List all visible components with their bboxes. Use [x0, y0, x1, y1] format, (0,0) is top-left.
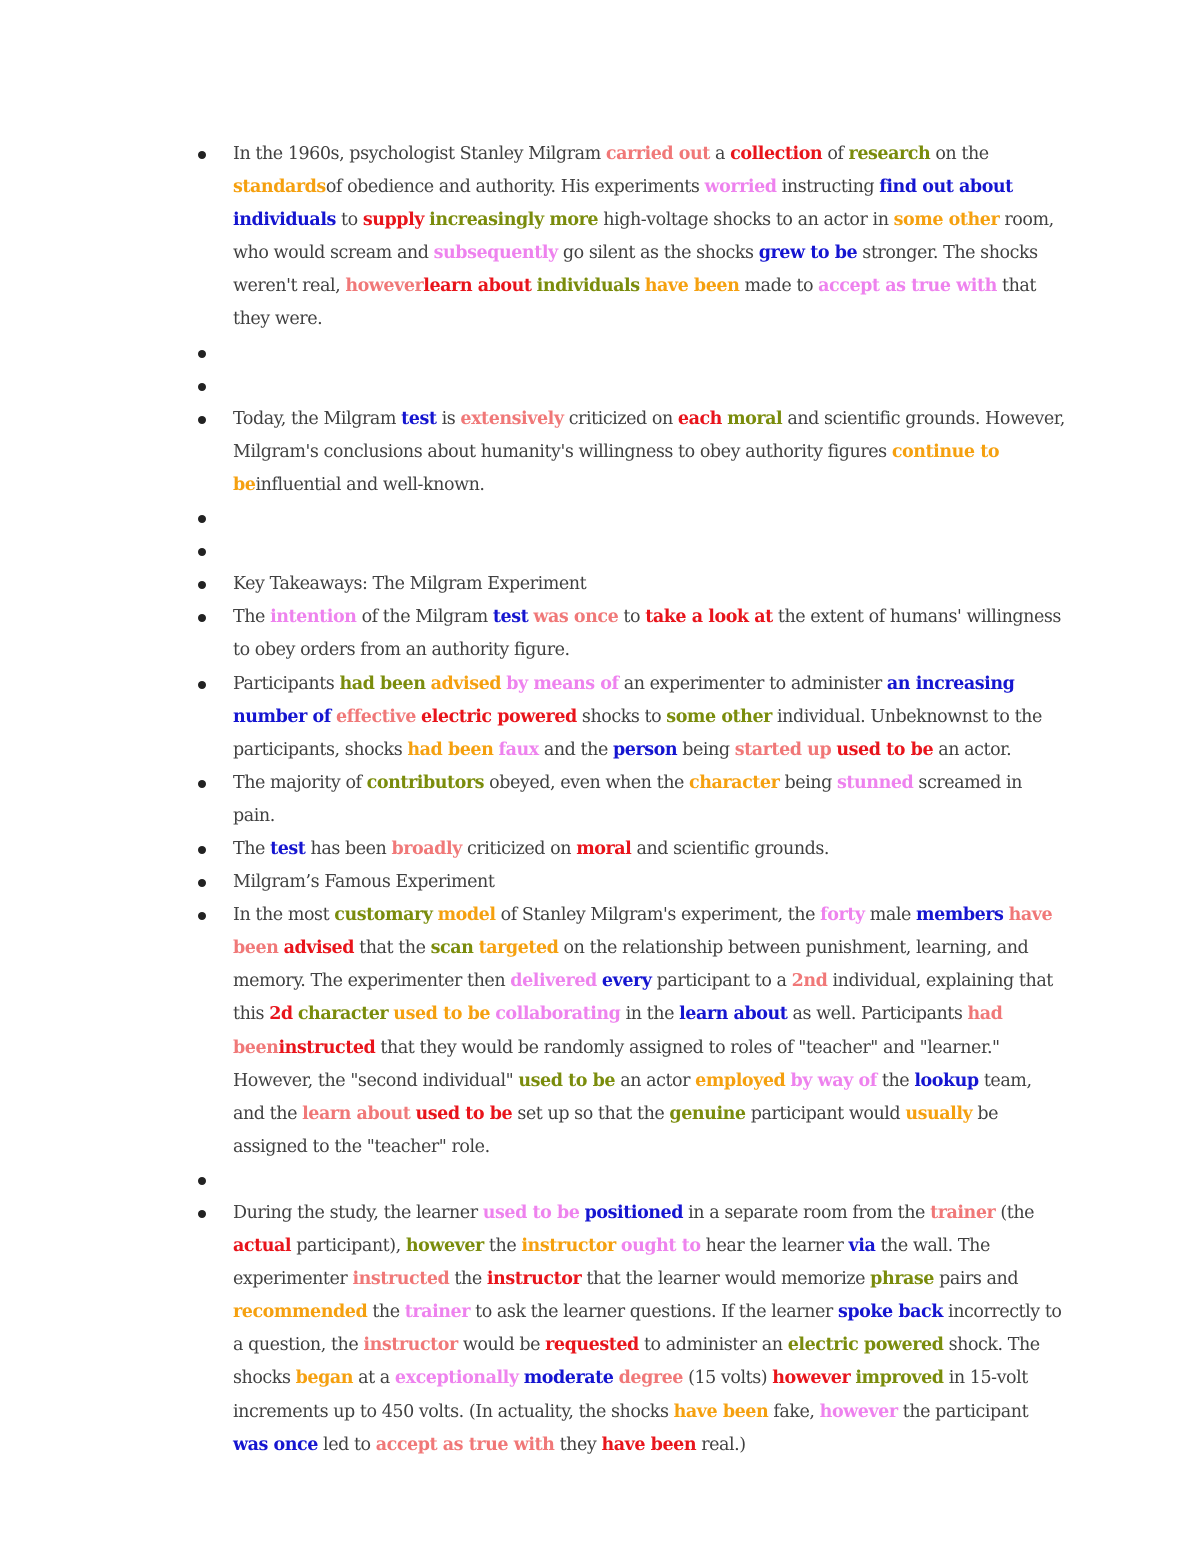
highlighted-phrase: forty: [820, 905, 865, 926]
highlighted-phrase: continue to be: [233, 441, 1000, 495]
text-segment: an actor.: [933, 739, 1012, 760]
highlighted-phrase: faux: [498, 739, 539, 760]
highlighted-phrase: 2nd: [791, 971, 828, 992]
text-segment: the: [367, 1302, 405, 1323]
highlighted-phrase: spoke back: [837, 1302, 943, 1323]
highlighted-phrase: effective: [335, 706, 416, 727]
text-segment: the: [449, 1269, 487, 1290]
text-segment: of: [822, 144, 849, 164]
bullet-dot-icon: [198, 581, 206, 589]
text-segment: In the most: [233, 905, 335, 926]
highlighted-phrase: intention: [270, 607, 357, 628]
text-segment: on the relationship between punishment, learning, and memory. The experimenter then: [233, 938, 1029, 992]
list-item: [196, 866, 1066, 899]
highlighted-phrase: had been: [339, 673, 426, 694]
highlighted-phrase: have been: [233, 905, 1053, 959]
highlighted-phrase: was once: [233, 1434, 318, 1455]
highlighted-phrase: moral: [727, 408, 783, 429]
highlighted-phrase: every: [601, 971, 652, 992]
text-segment: that the learner would memorize: [581, 1269, 871, 1290]
highlighted-phrase: accept as true with: [818, 276, 997, 297]
text-segment: individual, explaining that this: [233, 971, 1053, 1025]
bullet-dot-icon: [198, 1177, 206, 1185]
text-segment: high-voltage shocks to an actor in: [598, 210, 894, 231]
text-segment: pairs and: [933, 1269, 1019, 1290]
empty-list-item: [196, 1164, 1066, 1197]
text-segment: would be: [457, 1335, 546, 1356]
highlighted-phrase: however: [405, 1236, 484, 1257]
empty-list-item: [196, 370, 1066, 403]
text-segment: an actor: [615, 1070, 696, 1091]
highlighted-phrase: exceptionally: [394, 1368, 519, 1389]
highlighted-phrase: have been: [644, 276, 740, 297]
highlighted-phrase: electric powered: [787, 1335, 944, 1356]
highlighted-phrase: instructor: [363, 1335, 458, 1356]
text-segment: Participants: [233, 673, 340, 694]
text-segment: of obedience and authority. His experiments: [325, 177, 705, 198]
highlighted-phrase: had been: [233, 1004, 1003, 1058]
highlighted-phrase: employed: [695, 1070, 786, 1091]
text-segment: (15 volts): [683, 1368, 773, 1389]
highlighted-phrase: character: [689, 772, 780, 793]
highlighted-phrase: degree: [618, 1368, 683, 1389]
highlighted-phrase: moral: [576, 838, 632, 859]
list-item: [196, 767, 1066, 833]
highlighted-phrase: increasingly more: [429, 210, 599, 231]
text-segment: that they were.: [233, 276, 1036, 330]
highlighted-phrase: instructor: [486, 1269, 582, 1290]
text-segment: criticized on: [461, 838, 577, 859]
highlighted-phrase: collection: [730, 144, 823, 164]
text-segment: and scientific grounds. However, Milgram's conclusions about humanity's willingness to obey authority figures: [233, 408, 1065, 462]
text-segment: to: [335, 210, 363, 231]
highlighted-phrase: some other: [666, 706, 772, 727]
highlighted-phrase: test: [492, 607, 529, 628]
highlighted-phrase: recommended: [233, 1302, 368, 1323]
highlighted-phrase: stunned: [836, 772, 914, 793]
text-segment: to ask the learner questions. If the learner: [470, 1302, 838, 1323]
highlighted-phrase: test: [401, 408, 437, 429]
empty-list-item: [196, 535, 1066, 568]
text-segment: a: [709, 144, 731, 164]
highlighted-phrase: advised: [283, 938, 355, 959]
text-segment: at a: [353, 1368, 395, 1389]
highlighted-phrase: however: [819, 1401, 898, 1422]
text-segment: influential and well-known.: [255, 474, 485, 495]
highlighted-phrase: advised: [430, 673, 502, 694]
highlighted-phrase: person: [612, 739, 678, 760]
bullet-dot-icon: [198, 151, 206, 159]
text-segment: that they would be randomly assigned to roles of "teacher" and "learner." However, the "second individual": [233, 1037, 1000, 1091]
empty-list-item: [196, 502, 1066, 535]
text-segment: the: [876, 1070, 915, 1091]
highlighted-phrase: usually: [905, 1103, 973, 1124]
bullet-dot-icon: [198, 1210, 206, 1218]
list-item: [196, 601, 1066, 667]
highlighted-phrase: grew to be: [758, 243, 858, 264]
text-segment: and scientific grounds.: [631, 838, 830, 859]
text-segment: incorrectly to a question, the: [233, 1302, 1062, 1356]
highlighted-phrase: extensively: [460, 408, 564, 429]
highlighted-phrase: carried out: [605, 144, 710, 164]
text-segment: individual. Unbeknownst to the participants, shocks: [233, 706, 1042, 760]
highlighted-phrase: started up: [734, 739, 832, 760]
highlighted-phrase: ought to: [620, 1236, 701, 1257]
text-segment: set up so that the: [512, 1103, 670, 1124]
highlighted-phrase: learn about: [423, 276, 532, 297]
bullet-dot-icon: [198, 879, 206, 887]
text-segment: team, and the: [233, 1070, 1032, 1124]
highlighted-phrase: learn about: [302, 1103, 411, 1124]
highlighted-phrase: used to be: [482, 1203, 580, 1223]
text-segment: Key Takeaways: The Milgram Experiment: [233, 574, 587, 595]
bullet-dot-icon: [198, 681, 206, 689]
highlighted-phrase: model: [437, 905, 496, 926]
text-segment: hear the learner: [700, 1236, 849, 1257]
highlighted-phrase: collaborating: [495, 1004, 621, 1025]
highlighted-phrase: an increasing number of: [233, 673, 1015, 727]
highlighted-phrase: customary: [334, 905, 433, 926]
highlighted-phrase: requested: [545, 1335, 639, 1356]
highlighted-phrase: research: [848, 144, 931, 164]
bullet-dot-icon: [198, 548, 206, 556]
bullet-dot-icon: [198, 416, 206, 424]
text-segment: being: [677, 739, 735, 760]
highlighted-phrase: improved: [855, 1368, 944, 1389]
text-segment: to: [618, 607, 646, 628]
list-item: [196, 668, 1066, 767]
text-segment: an experimenter to administer: [618, 673, 887, 694]
text-segment: as well. Participants: [787, 1004, 968, 1025]
text-segment: (the: [995, 1203, 1035, 1223]
highlighted-phrase: worried: [704, 177, 777, 198]
highlighted-phrase: lookup: [914, 1070, 979, 1091]
text-segment: and the: [538, 739, 613, 760]
text-segment: led to: [317, 1434, 376, 1455]
list-item: [196, 403, 1066, 502]
text-segment: is: [436, 408, 461, 429]
text-segment: in 15-volt increments up to 450 volts. (In actuality, the shocks: [233, 1368, 1028, 1422]
list-item: [196, 568, 1066, 601]
text-segment: room, who would scream and: [233, 210, 1054, 264]
highlighted-phrase: find out about individuals: [233, 177, 1013, 231]
text-segment: the wall. The experimenter: [233, 1236, 990, 1290]
list-item: [196, 899, 1066, 1164]
text-segment: participant),: [291, 1236, 406, 1257]
highlighted-phrase: trainer: [404, 1302, 470, 1323]
text-segment: In the 1960s, psychologist Stanley Milgram: [233, 144, 606, 164]
text-segment: During the study, the learner: [233, 1203, 483, 1223]
highlighted-phrase: by means of: [506, 673, 619, 694]
bullet-dot-icon: [198, 912, 206, 920]
highlighted-phrase: used to be: [415, 1103, 513, 1124]
highlighted-phrase: 2d: [269, 1004, 293, 1025]
highlighted-phrase: members: [916, 905, 1004, 926]
text-segment: in a separate room from the: [683, 1203, 931, 1223]
list-item: [196, 833, 1066, 866]
highlighted-phrase: some other: [893, 210, 1000, 231]
text-segment: criticized on: [563, 408, 678, 429]
text-segment: they: [554, 1434, 602, 1455]
text-segment: Today, the Milgram: [233, 408, 402, 429]
text-segment: The: [233, 607, 271, 628]
highlighted-phrase: standards: [233, 177, 326, 198]
text-segment: the participant: [897, 1401, 1029, 1422]
highlighted-phrase: instructed: [352, 1269, 450, 1290]
text-segment: participant would: [745, 1103, 906, 1124]
text-segment: shocks to: [576, 706, 667, 727]
highlighted-phrase: character: [297, 1004, 389, 1025]
highlighted-phrase: however: [345, 276, 424, 297]
highlighted-phrase: trainer: [930, 1203, 996, 1223]
text-segment: the extent of humans' willingness to obey orders from an authority figure.: [233, 607, 1061, 661]
highlighted-phrase: used to be: [393, 1004, 491, 1025]
text-segment: of Stanley Milgram's experiment, the: [495, 905, 821, 926]
highlighted-phrase: have been: [601, 1434, 697, 1455]
highlighted-phrase: actual: [233, 1236, 292, 1257]
text-segment: of the Milgram: [356, 607, 493, 628]
text-segment: shock. The shocks: [233, 1335, 1040, 1389]
bullet-dot-icon: [198, 383, 206, 391]
list-item: [196, 138, 1066, 337]
highlighted-phrase: moderate: [523, 1368, 614, 1389]
highlighted-phrase: broadly: [391, 838, 462, 859]
text-segment: go silent as the shocks: [557, 243, 759, 264]
text-segment: fake,: [768, 1401, 820, 1422]
highlighted-phrase: individuals: [536, 276, 640, 297]
text-segment: Milgram’s Famous Experiment: [233, 872, 495, 893]
highlighted-phrase: delivered: [510, 971, 597, 992]
text-segment: in the: [620, 1004, 680, 1025]
bullet-dot-icon: [198, 780, 206, 788]
highlighted-phrase: genuine: [669, 1103, 746, 1124]
text-segment: stronger. The shocks weren't real,: [233, 243, 1038, 297]
text-segment: that the: [354, 938, 431, 959]
highlighted-phrase: positioned: [584, 1203, 684, 1223]
text-segment: real.): [696, 1434, 746, 1455]
highlighted-phrase: began: [295, 1368, 354, 1389]
text-segment: obeyed, even when the: [484, 772, 690, 793]
bullet-dot-icon: [198, 350, 206, 358]
text-segment: being: [779, 772, 837, 793]
text-segment: the: [483, 1236, 522, 1257]
highlighted-phrase: subsequently: [433, 243, 558, 264]
highlighted-phrase: however: [772, 1368, 851, 1389]
highlighted-phrase: used to be: [836, 739, 934, 760]
highlighted-phrase: take a look at: [645, 607, 773, 628]
highlighted-phrase: learn about: [679, 1004, 788, 1025]
bullet-list: [196, 138, 1066, 1462]
highlighted-phrase: instructed: [278, 1037, 376, 1058]
text-segment: The majority of: [233, 772, 367, 793]
highlighted-phrase: had been: [407, 739, 494, 760]
text-segment: made to: [739, 276, 819, 297]
text-segment: on the: [930, 144, 989, 164]
highlighted-phrase: accept as true with: [375, 1434, 555, 1455]
highlighted-phrase: each: [677, 408, 722, 429]
highlighted-phrase: used to be: [518, 1070, 616, 1091]
text-segment: to administer an: [638, 1335, 788, 1356]
highlighted-phrase: electric powered: [421, 706, 577, 727]
text-segment: has been: [305, 838, 392, 859]
highlighted-phrase: phrase: [870, 1269, 934, 1290]
text-segment: instructing: [776, 177, 880, 198]
highlighted-phrase: instructor: [521, 1236, 616, 1257]
bullet-dot-icon: [198, 614, 206, 622]
highlighted-phrase: scan: [430, 938, 474, 959]
highlighted-phrase: test: [270, 838, 306, 859]
highlighted-phrase: supply: [362, 210, 424, 231]
highlighted-phrase: was once: [533, 607, 619, 628]
bullet-dot-icon: [198, 515, 206, 523]
text-segment: male: [864, 905, 916, 926]
list-item: [196, 1197, 1066, 1462]
text-segment: The: [233, 838, 271, 859]
text-segment: screamed in pain.: [233, 772, 1022, 826]
empty-list-item: [196, 337, 1066, 370]
highlighted-phrase: contributors: [366, 772, 485, 793]
highlighted-phrase: have been: [673, 1401, 769, 1422]
text-segment: be assigned to the "teacher" role.: [233, 1103, 999, 1157]
text-segment: participant to a: [651, 971, 792, 992]
highlighted-phrase: via: [848, 1236, 876, 1257]
highlighted-phrase: targeted: [478, 938, 559, 959]
bullet-dot-icon: [198, 846, 206, 854]
highlighted-phrase: by way of: [790, 1070, 877, 1091]
